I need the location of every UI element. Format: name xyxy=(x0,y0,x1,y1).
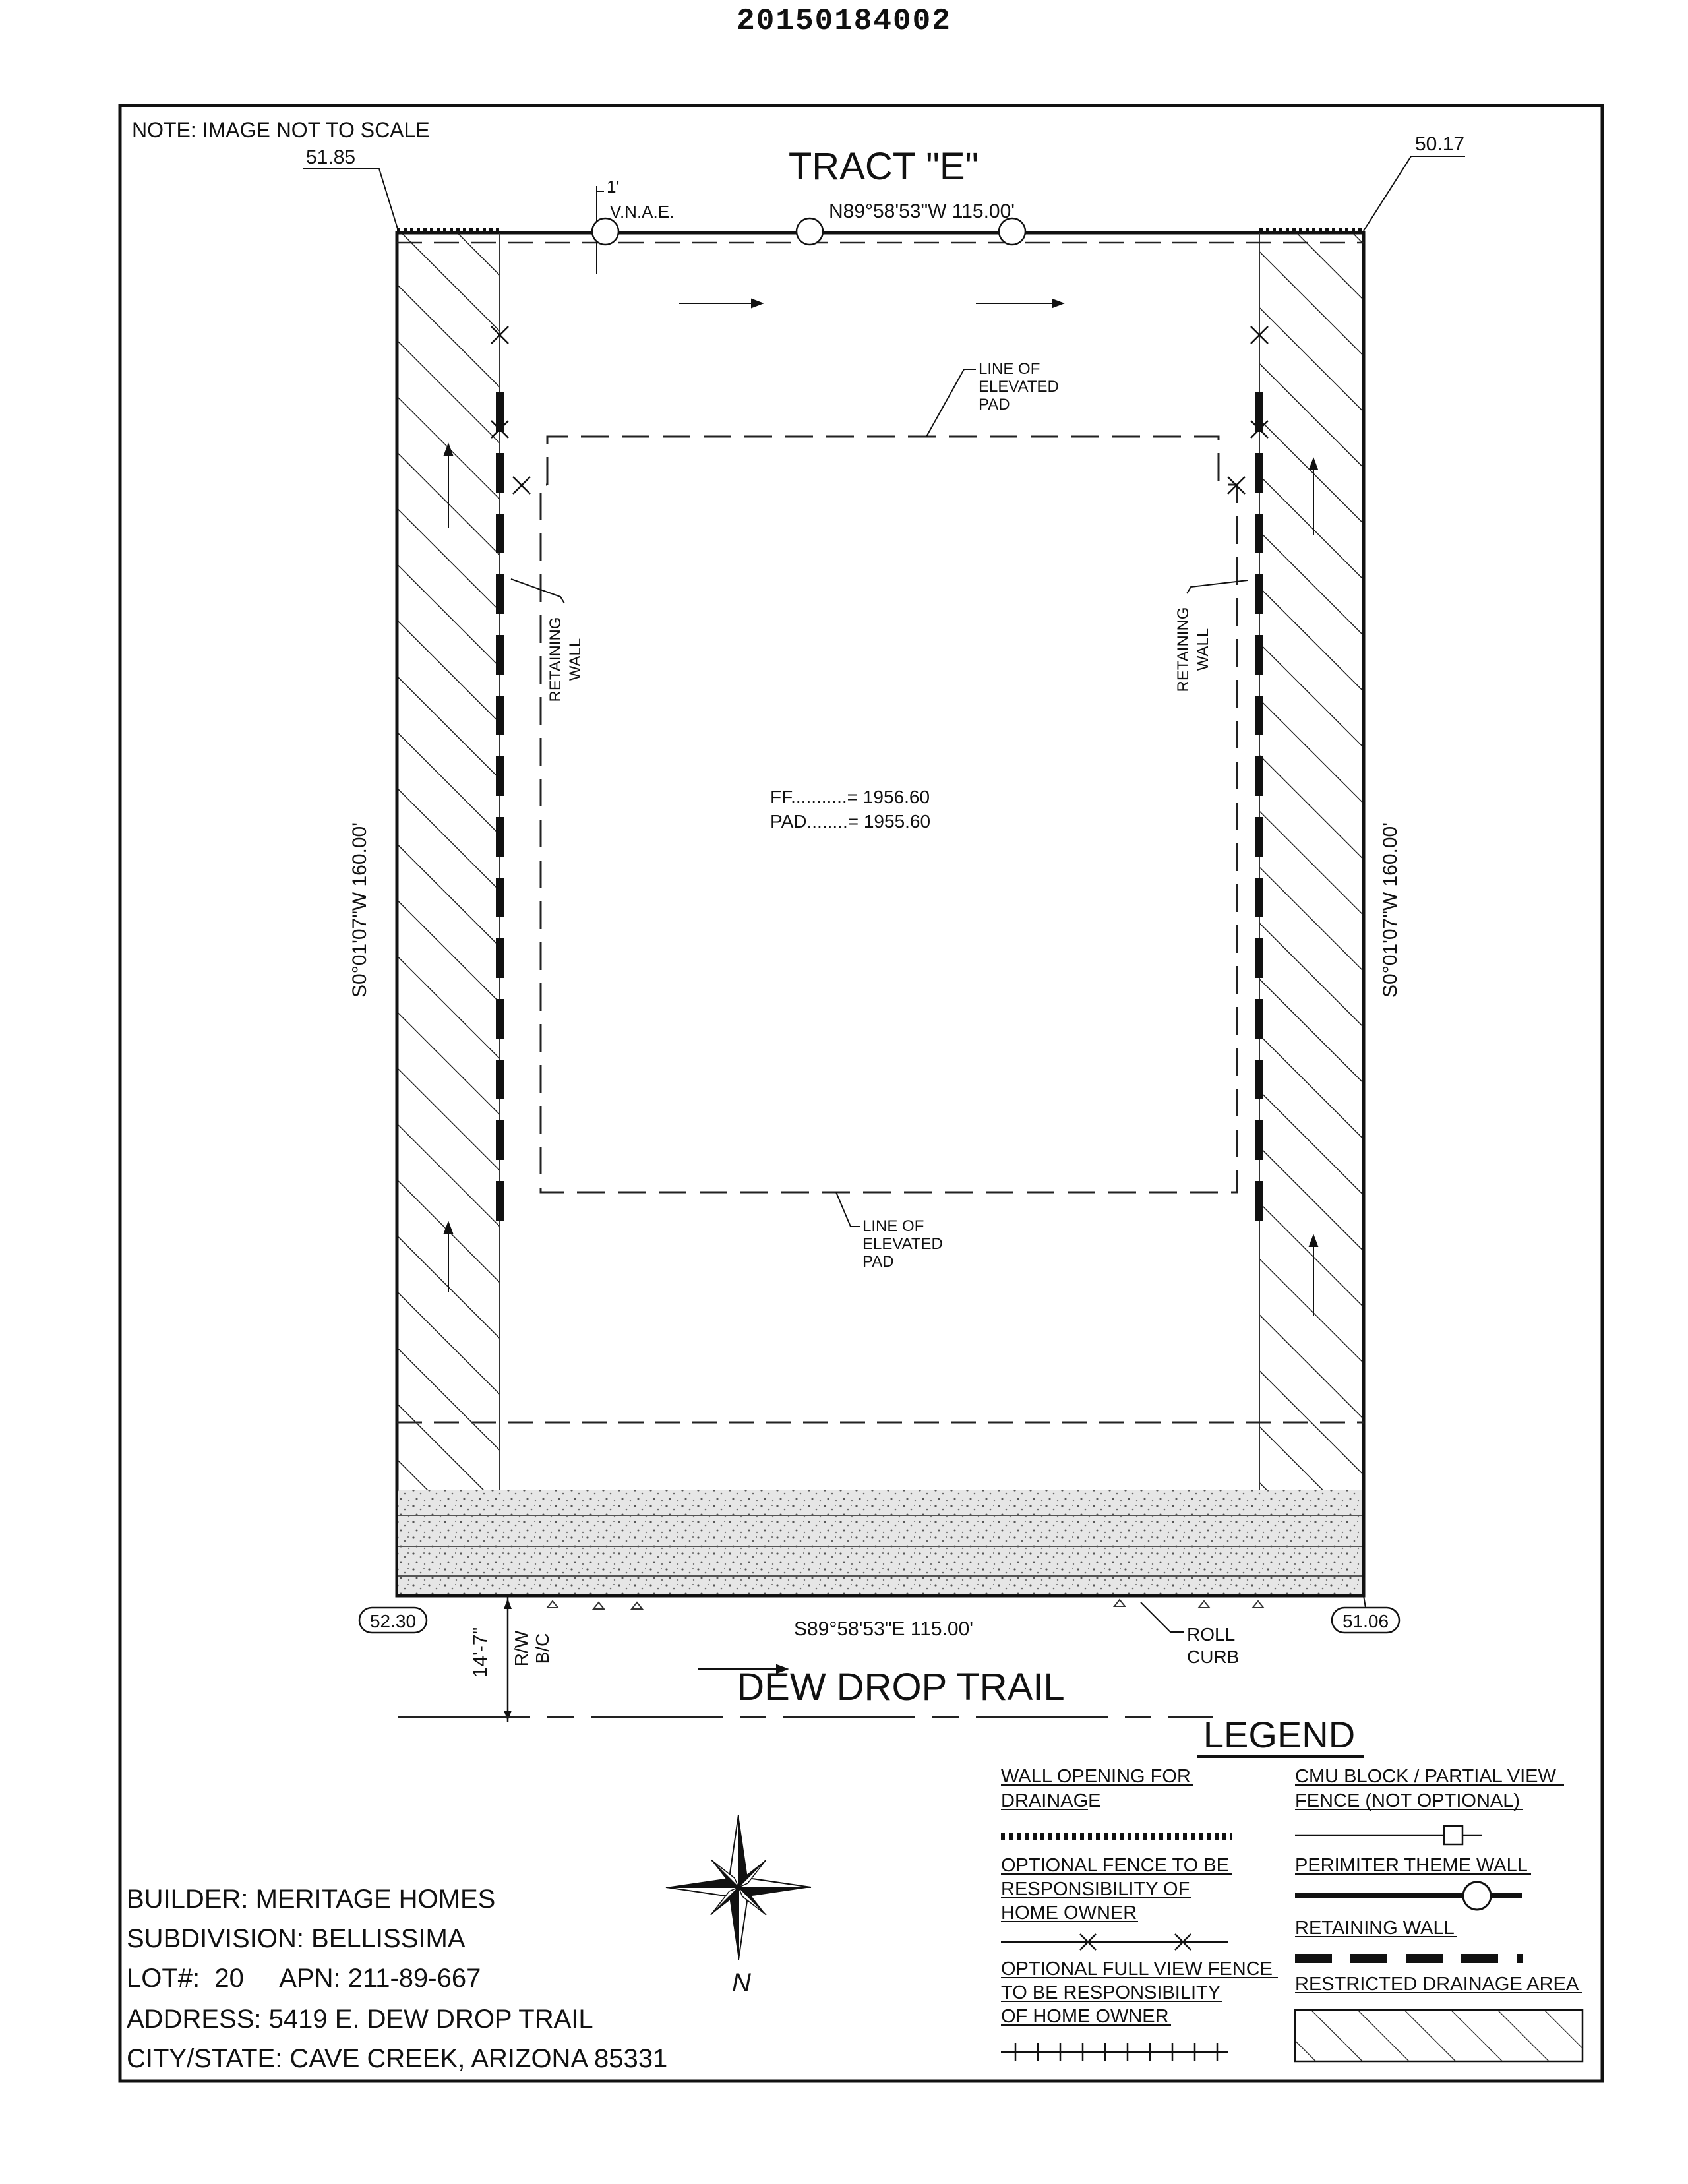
rw-label: R/W xyxy=(511,1630,531,1667)
bearing-west: S0°01'07"W 160.00' xyxy=(349,822,371,998)
leader-ne xyxy=(1364,156,1465,231)
svg-text:FENCE (NOT OPTIONAL): FENCE (NOT OPTIONAL) xyxy=(1295,1790,1521,1811)
legend-item-restricted-drainage xyxy=(1295,1974,1582,2061)
document-number: 20150184002 xyxy=(737,4,951,38)
svg-text:DRAINAGE: DRAINAGE xyxy=(1001,1790,1101,1811)
address-info: ADDRESS: 5419 E. DEW DROP TRAIL xyxy=(127,2005,593,2034)
legend-item-retaining-wall xyxy=(1295,1918,1523,1958)
setback-dim: 14'-7" xyxy=(469,1627,491,1678)
lot-apn-info: LOT#: 20 APN: 211-89-667 xyxy=(127,1964,481,1993)
monument-circle xyxy=(999,218,1025,245)
legend-item-perimeter-wall xyxy=(1295,1855,1531,1910)
legend-item-cmu-block xyxy=(1295,1766,1564,1844)
pad-line-top-leader xyxy=(926,369,976,437)
setback-arrow xyxy=(504,1711,512,1721)
flow-arrow xyxy=(679,299,762,307)
legend-item-wall-opening xyxy=(1001,1766,1232,1836)
vnae-dim: 1' xyxy=(607,177,620,197)
hatch-symbol xyxy=(1295,2010,1582,2061)
monument-circle xyxy=(797,218,823,245)
north-arrow-icon xyxy=(666,1815,811,1960)
retaining-wall-east-label: RETAINING xyxy=(1174,607,1192,692)
bearing-south: S89°58'53"E 115.00' xyxy=(793,1618,974,1640)
pad-line-bottom-label: ELEVATED xyxy=(862,1235,943,1253)
tract-label: TRACT "E" xyxy=(788,145,979,188)
svg-text:RESPONSIBILITY OF: RESPONSIBILITY OF xyxy=(1001,1879,1190,1900)
note-text: NOTE: IMAGE NOT TO SCALE xyxy=(132,118,430,142)
leader-nw xyxy=(303,169,398,231)
restricted-drainage-west xyxy=(397,234,500,1490)
pad-elevation: PAD........= 1955.60 xyxy=(770,811,931,832)
legend-item-full-view-fence xyxy=(1001,1958,1278,2061)
svg-text:RESTRICTED DRAINAGE AREA: RESTRICTED DRAINAGE AREA xyxy=(1295,1974,1579,1995)
monument-circle xyxy=(592,218,618,245)
svg-text:HOME OWNER: HOME OWNER xyxy=(1001,1902,1137,1924)
pad-line-bottom-label: PAD xyxy=(862,1253,894,1271)
retaining-wall-west-leader xyxy=(511,579,564,603)
flow-arrow xyxy=(976,299,1063,307)
retaining-wall-east-label: WALL xyxy=(1194,628,1212,671)
vnae-label: V.N.A.E. xyxy=(610,202,675,222)
pad-line-bottom-label: LINE OF xyxy=(862,1217,924,1235)
elevation-sw: 52.30 xyxy=(369,1611,417,1631)
roll-curb-label: CURB xyxy=(1187,1647,1240,1667)
elevation-nw: 51.85 xyxy=(306,146,356,168)
north-label: N xyxy=(732,1968,751,1997)
vnae-leader xyxy=(597,186,604,191)
retaining-wall-west-label: WALL xyxy=(566,638,584,681)
pad-line-top-label: ELEVATED xyxy=(979,378,1059,396)
svg-text:OPTIONAL FENCE TO BE: OPTIONAL FENCE TO BE xyxy=(1001,1855,1229,1876)
elevation-ne: 50.17 xyxy=(1415,133,1465,155)
bearing-east: S0°01'07"W 160.00' xyxy=(1379,822,1401,998)
fence-x-mark xyxy=(491,326,1268,494)
svg-text:OPTIONAL FULL VIEW FENCE: OPTIONAL FULL VIEW FENCE xyxy=(1001,1958,1273,1980)
retaining-wall-west-label: RETAINING xyxy=(547,617,564,702)
roll-curb-marks xyxy=(547,1600,1263,1609)
svg-text:RETAINING WALL: RETAINING WALL xyxy=(1295,1918,1455,1939)
finished-floor-elevation: FF...........= 1956.60 xyxy=(770,787,930,807)
pad-line-bottom-leader xyxy=(836,1192,860,1227)
pad-line-top-label: LINE OF xyxy=(979,360,1040,378)
roll-curb-label: ROLL xyxy=(1187,1624,1236,1645)
svg-text:TO BE RESPONSIBILITY: TO BE RESPONSIBILITY xyxy=(1001,1982,1221,2003)
svg-text:CMU BLOCK / PARTIAL VIEW: CMU BLOCK / PARTIAL VIEW xyxy=(1295,1766,1556,1787)
builder-info: BUILDER: MERITAGE HOMES xyxy=(127,1885,496,1914)
svg-text:OF HOME OWNER: OF HOME OWNER xyxy=(1001,2006,1169,2027)
restricted-drainage-east xyxy=(1259,234,1364,1490)
setback-arrow xyxy=(504,1598,512,1609)
street-name: DEW DROP TRAIL xyxy=(737,1666,1065,1709)
retaining-wall-east-leader xyxy=(1187,580,1248,593)
svg-text:PERIMITER THEME WALL: PERIMITER THEME WALL xyxy=(1295,1855,1528,1876)
subdivision-info: SUBDIVISION: BELLISSIMA xyxy=(127,1924,466,1953)
pad-line-top-label: PAD xyxy=(979,396,1010,413)
se-leader xyxy=(1364,1596,1366,1608)
svg-text:WALL OPENING FOR: WALL OPENING FOR xyxy=(1001,1766,1191,1787)
legend-title: LEGEND xyxy=(1203,1714,1356,1755)
legend-item-optional-fence xyxy=(1001,1855,1232,1950)
elevation-se: 51.06 xyxy=(1342,1611,1389,1631)
sidewalk-band xyxy=(398,1490,1362,1594)
bearing-north: N89°58'53"W 115.00' xyxy=(828,200,1015,222)
city-state-info: CITY/STATE: CAVE CREEK, ARIZONA 85331 xyxy=(127,2044,668,2073)
roll-curb-leader xyxy=(1141,1602,1184,1632)
bc-label: B/C xyxy=(532,1633,553,1664)
